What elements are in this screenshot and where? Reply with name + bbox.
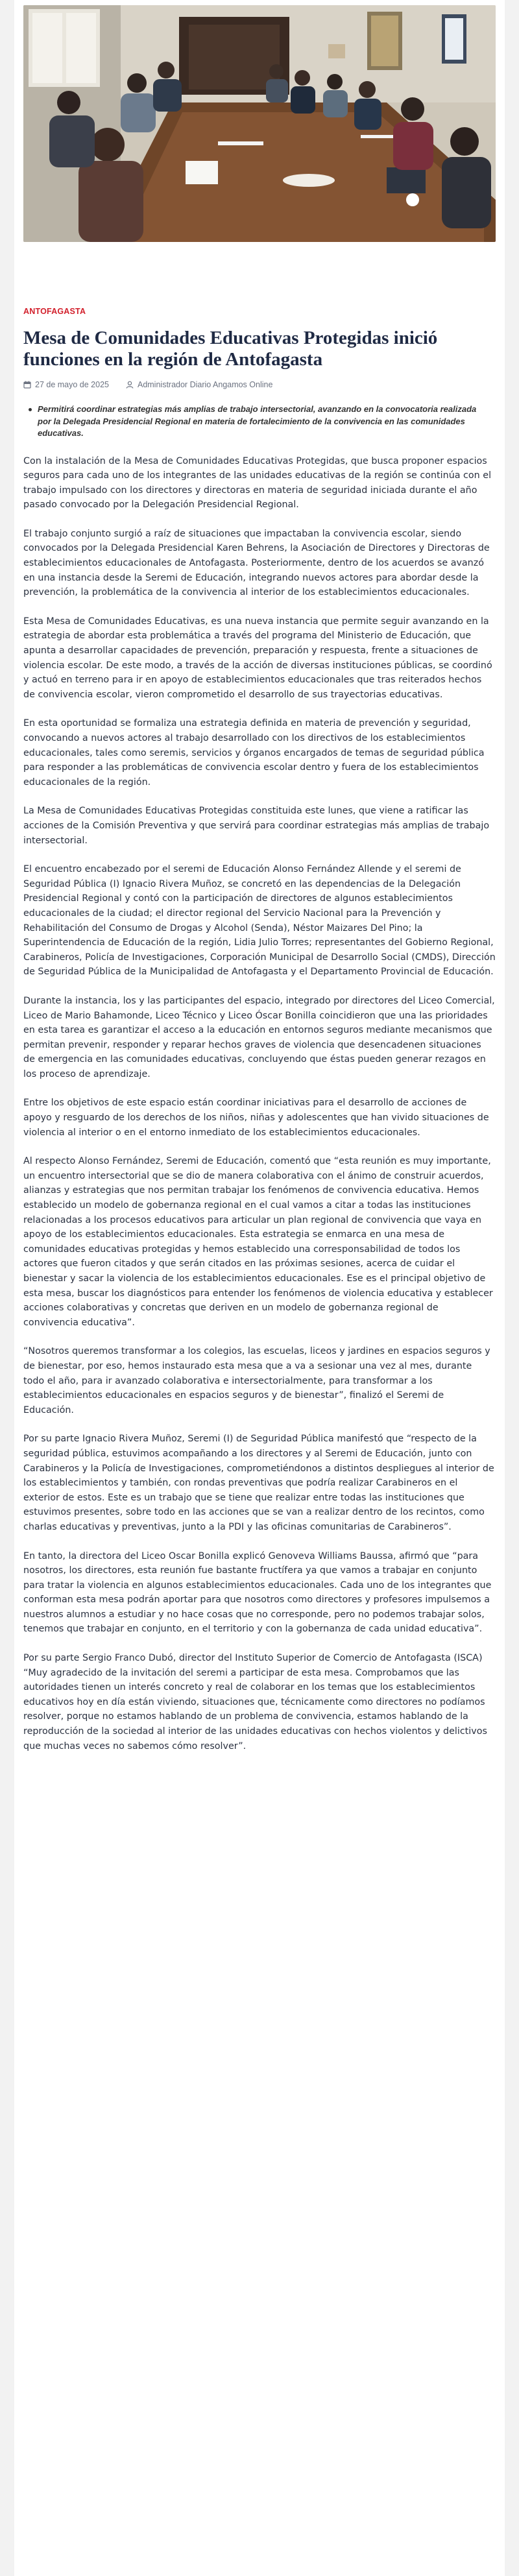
user-icon — [126, 381, 134, 389]
paragraph: Por su parte Sergio Franco Dubó, director del Instituto Superior de Comercio de Antofagasta (ISCA) “Muy agradecido de la invitación del seremi a participar de esta mesa. Comprobamos que las autoridades tienen un interés concreto y real de colaborar en los temas que los establecimientos educativos hoy en día están viviendo, situaciones que, técnicamente como directores no podíamos resolver, porque no estamos hablando de un problema de convivencia, estamos hablando de la reproducción de la sociedad al interior de las unidades educativas con hechos violentos y delictivos que muchas veces no sabemos cómo resolver”. — [23, 1653, 487, 1751]
category-label[interactable]: ANTOFAGASTA — [23, 307, 86, 316]
publish-date: 27 de mayo de 2025 — [35, 380, 109, 389]
paragraph: Al respecto Alonso Fernández, Seremi de Educación, comentó que “esta reunión es muy importante, un encuentro intersectorial que se dio de manera colaborativa con el ánimo de construir acuerdos, alianzas y estrategias que nos permitan trabajar los fenómenos de convivencia educativa. Hemos establecido un modelo de gobernanza regional en el cual vamos a citar a todas las instituciones relacionadas a los procesos educativos para articular un plan regional de convivencia que vaya en apoyo de los establecimientos educacionales. Esta estrategia se enmarca en una mesa de comunidades educativas protegidas y hemos establecido una corresponsabilidad de todos los actores que fueron citados y que serán citados en las próximas sesiones, acerca de cuidar el bienestar y sacar la violencia de los establecimientos educacionales. Ese es el principal objetivo de esta mesa, buscar los diagnósticos para entender los fenómenos de violencia educativa y establecer acciones colaborativas y concretas que deriven en un modelo de gobernanza regional de convivencia educativa”. — [23, 1156, 493, 1328]
article-page — [14, 0, 505, 2576]
article-body — [23, 454, 496, 1754]
author-link[interactable]: Administrador Diario Angamos Online — [137, 380, 273, 389]
paragraph: En esta oportunidad se formaliza una estrategia definida en materia de prevención y seguridad, convocando a nuevos actores al trabajo desarrollado con los directivos de los establecimientos educacionales, tales como seremis, servicios y órganos encargados de temas de seguridad pública para responder a las problemáticas de convivencia escolar dentro y fuera de los establecimientos educacionales de la región. — [23, 718, 485, 788]
paragraph: Durante la instancia, los y las participantes del espacio, integrado por directores del Liceo Comercial, Liceo de Mario Bahamonde, Liceo Técnico y Liceo Óscar Bonilla coincidieron que una las prioridades en esta tarea es garantizar el acceso a la educación en entornos seguros mediante mecanismos que permitan prevenir, responder y reparar hechos graves de violencia que desencadenen situaciones de emergencia en las comunidades educativas, concluyendo que éstas pueden generar rezagos en los proceso de aprendizaje. — [23, 995, 495, 1079]
paragraph: “Nosotros queremos transformar a los colegios, las escuelas, liceos y jardines en espacios seguros y de bienestar, por eso, hemos instaurado esta mesa que a va a sesionar una vez al mes, durante todo el año, para ir avanzado colaborativa e intersectorialmente, para transformar a los establecimientos educacionales en espacios seguros y de bienestar”, finalizó el Seremi de Educación. — [23, 1346, 490, 1415]
paragraph: Por su parte Ignacio Rivera Muñoz, Seremi (I) de Seguridad Pública manifestó que “respecto de la seguridad pública, estuvimos acompañando a los directores y al Seremi de Educación, junto con Carabineros y la Policía de Investigaciones, comprometiéndonos a distintos despliegues al interior de los establecimientos y también, con rondas preventivas que podría realizar Carabineros en el exterior de estos. Este es un trabajo que se tiene que realizar entre todas las instituciones que estuvimos presentes, sobre todo en las acciones que se van a realizar dentro de los recintos, como charlas educativas y preventivas, junto a la PDI y las oficinas comunitarias de Carabineros”. — [23, 1434, 494, 1532]
article-summary: Permitirá coordinar estrategias más amplias de trabajo intersectorial, avanzando en la convocatoria realizada por la Delegada Presidencial Regional en materia de fortalecimiento de la convivencia en las comunidades educativas. — [38, 403, 485, 440]
paragraph: La Mesa de Comunidades Educativas Protegidas constituida este lunes, que viene a ratificar las acciones de la Comisión Preventiva y que servirá para coordinar estrategias más amplias de trabajo intersectorial. — [23, 806, 490, 846]
article-title: Mesa de Comunidades Educativas Protegidas inició funciones en la región de Antofagasta — [23, 328, 438, 370]
paragraph: Esta Mesa de Comunidades Educativas, es una nueva instancia que permite seguir avanzando en la estrategia de abordar esta problemática a través del programa del Ministerio de Educación, que apunta a desarrollar capacidades de prevención, preparación y respuesta, frente a situaciones de violencia escolar. De este modo, a través de la acción de diversas instituciones públicas, se coordinó y actuó en terreno para ir en apoyo de establecimientos educacionales que tras reiterados hechos de convivencia escolar, vieron comprometido el desarrollo de sus trayectorias educativas. — [23, 616, 492, 700]
article-photo — [23, 5, 496, 242]
meeting-photo-illustration — [23, 5, 496, 242]
paragraph: El trabajo conjunto surgió a raíz de situaciones que impactaban la convivencia escolar, siendo convocados por la Delegada Presidencial Karen Behrens, la Asociación de Directores y Directoras de establecimientos educacionales de Antofagasta. Posteriormente, dentro de los acuerdos se avanzó en una instancia desde la Seremi de Educación, integrando nuevos actores para abordar desde la prevención, la problemática de la convivencia al interior de los establecimientos educacionales. — [23, 528, 490, 598]
paragraph: Con la instalación de la Mesa de Comunidades Educativas Protegidas, que busca proponer espacios seguros para cada uno de los integrantes de las unidades educativas de la región se continúa con el trabajo impulsado con los directores y directoras en materia de seguridad iniciada durante el año pasado convocado por la Delegación Presidencial Regional. — [23, 455, 492, 511]
paragraph: En tanto, la directora del Liceo Oscar Bonilla explicó Genoveva Williams Baussa, afirmó que “para nosotros, los directores, esta reunión fue bastante fructífera ya que vamos a trabajar en conjunto para tratar la violencia en algunos establecimientos educacionales. Cada uno de los integrantes que conforman esta mesa podrán aportar para que nosotros como directores y profesores impulsemos a nuestros alumnos a estudiar y no hace cosas que no corresponde, pero no podemos trabajar solos, tenemos que trabajar en conjunto, en el territorio y con la gobernanza de cada unidad educativa”. — [23, 1550, 492, 1635]
article-meta — [23, 380, 496, 389]
paragraph: Entre los objetivos de este espacio están coordinar iniciativas para el desarrollo de acciones de apoyo y resguardo de los derechos de los niños, niñas y adolescentes que han vivido situaciones de violencia al interior o en el entorno inmediato de los establecimientos educacionales. — [23, 1098, 489, 1138]
paragraph: El encuentro encabezado por el seremi de Educación Alonso Fernández Allende y el seremi de Seguridad Pública (I) Ignacio Rivera Muñoz, se concretó en las dependencias de la Delegación Presidencial Regional y contó con la participación de directores de algunos establecimientos educacionales de la ciudad; el director regional del Servicio Nacional para la Prevención y Rehabilitación del Consumo de Drogas y Alcohol (Senda), Néstor Maizares Del Pino; la Superintendencia de Educación de la región, Lidia Julio Torres; representantes del Gobierno Regional, Carabineros, Policía de Investigaciones, Corporación Municipal de Desarrollo Social (CMDS), Dirección de Seguridad Pública de la Municipalidad de Antofagasta y el Departamento Provincial de Educación. — [23, 864, 496, 978]
calendar-icon — [23, 381, 31, 389]
